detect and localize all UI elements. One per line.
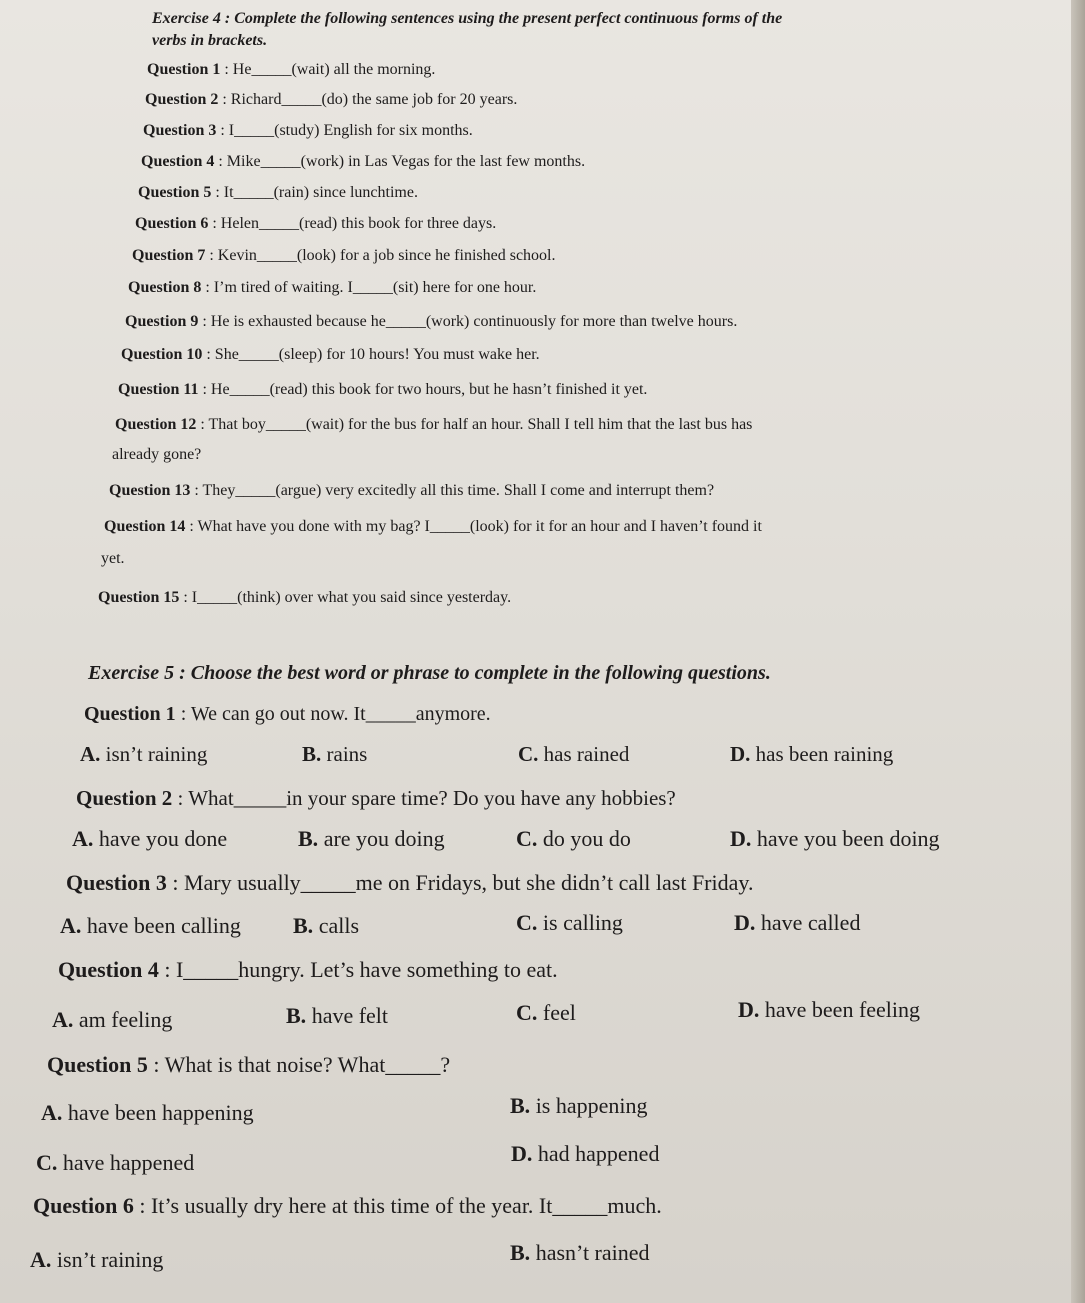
ex5-q1-option-c	[518, 742, 629, 767]
ex5-q1-option-d	[730, 742, 893, 767]
option-text: do you do	[537, 826, 631, 851]
ex4-question-14	[104, 518, 762, 536]
ex4-question-11	[118, 381, 647, 399]
ex5-question-4	[58, 957, 558, 983]
ex5-q5-option-b	[510, 1093, 648, 1119]
ex5-q5-option-a	[41, 1100, 254, 1126]
ex5-q4-option-c	[516, 1000, 576, 1026]
ex4-question-3	[143, 122, 473, 140]
page-edge	[1071, 0, 1085, 1303]
question-label: Question 6	[33, 1193, 134, 1218]
question-text: : Kevin_____(look) for a job since he finished school.	[205, 247, 556, 264]
ex4-question-1	[147, 61, 435, 79]
ex4-question-6	[135, 215, 496, 233]
ex5-q1-option-b	[302, 742, 367, 767]
question-text: : It_____(rain) since lunchtime.	[211, 184, 418, 201]
option-letter: C.	[516, 1000, 538, 1025]
option-letter: D.	[738, 997, 760, 1022]
ex4-question-2	[145, 91, 517, 109]
ex5-q1-option-a	[80, 742, 207, 767]
option-text: is calling	[537, 910, 623, 935]
ex5-q3-option-b	[293, 913, 359, 939]
option-letter: B.	[302, 742, 322, 766]
ex5-q2-option-d	[730, 826, 940, 852]
question-text: : He_____(read) this book for two hours, but he hasn’t finished it yet.	[198, 381, 648, 398]
option-letter: B.	[510, 1240, 531, 1265]
ex5-question-6	[33, 1193, 662, 1219]
ex4-question-12	[115, 416, 752, 434]
option-text: has rained	[538, 742, 630, 766]
question-label: Question 14	[104, 518, 186, 535]
option-text: is happening	[530, 1093, 648, 1118]
question-text: : They_____(argue) very excitedly all this time. Shall I come and interrupt them?	[190, 482, 715, 499]
question-text: : What have you done with my bag? I_____(look) for it for an hour and I haven’t found it	[185, 518, 762, 535]
question-label: Question 9	[125, 313, 199, 330]
option-letter: D.	[730, 826, 752, 851]
option-letter: C.	[36, 1150, 58, 1175]
option-text: isn’t raining	[100, 742, 208, 766]
ex5-q4-option-b	[286, 1003, 388, 1029]
question-label: Question 8	[128, 279, 202, 296]
option-letter: B.	[510, 1093, 531, 1118]
exercise4-title-line1: Exercise 4 : Complete the following sentences using the present perfect continuous forms of the	[152, 10, 783, 27]
option-text: has been raining	[750, 742, 894, 766]
question-label: Question 7	[132, 247, 206, 264]
ex4-question-8	[128, 279, 536, 297]
ex5-q2-option-b	[298, 826, 445, 852]
ex4-question-5	[138, 184, 418, 202]
question-label: Question 2	[76, 786, 173, 810]
question-text: : Mike_____(work) in Las Vegas for the last few months.	[214, 153, 586, 170]
question-text: : I_____(think) over what you said since yesterday.	[179, 589, 512, 606]
option-text: have been feeling	[759, 997, 921, 1022]
ex5-q3-option-a	[60, 913, 241, 939]
ex4-question-7	[132, 247, 556, 265]
question-label: Question 4	[141, 153, 215, 170]
option-letter: D.	[511, 1141, 533, 1166]
ex5-q3-option-c	[516, 910, 623, 936]
question-text: : I_____(study) English for six months.	[216, 122, 473, 139]
question-label: Question 3	[66, 870, 167, 895]
ex5-question-1	[84, 703, 491, 726]
question-label: Question 2	[145, 91, 219, 108]
option-letter: A.	[41, 1100, 63, 1125]
ex5-question-2	[76, 786, 676, 811]
option-letter: C.	[518, 742, 539, 766]
option-text: have been happening	[62, 1100, 254, 1125]
option-text: have happened	[57, 1150, 195, 1175]
option-letter: B.	[293, 913, 314, 938]
option-text: have called	[755, 910, 861, 935]
question-label: Question 6	[135, 215, 209, 232]
option-text: rains	[321, 742, 368, 766]
option-text: hasn’t rained	[530, 1240, 650, 1265]
exercise4-title-line2: verbs in brackets.	[152, 32, 268, 49]
ex5-question-3	[66, 870, 753, 896]
exercise5-title: Exercise 5 : Choose the best word or phrase to complete in the following questions.	[88, 662, 771, 684]
ex4-question-14-continued: yet.	[101, 550, 125, 567]
option-letter: D.	[734, 910, 756, 935]
option-letter: A.	[72, 826, 94, 851]
option-letter: D.	[730, 742, 751, 766]
ex5-q3-option-d	[734, 910, 860, 936]
option-letter: A.	[60, 913, 82, 938]
ex4-question-12-continued: already gone?	[112, 446, 202, 463]
option-text: have felt	[306, 1003, 389, 1028]
ex5-q2-option-c	[516, 826, 631, 852]
ex4-question-15	[98, 589, 511, 607]
option-letter: B.	[298, 826, 319, 851]
question-text: : I’m tired of waiting. I_____(sit) here for one hour.	[201, 279, 537, 296]
question-label: Question 5	[138, 184, 212, 201]
question-label: Question 1	[147, 61, 221, 78]
ex5-q2-option-a	[72, 826, 227, 852]
ex5-q4-option-d	[738, 997, 920, 1023]
option-letter: A.	[80, 742, 101, 766]
ex5-q6-option-a	[30, 1247, 163, 1273]
question-text: : He_____(wait) all the morning.	[220, 61, 436, 78]
option-text: calls	[313, 913, 360, 938]
option-text: had happened	[532, 1141, 660, 1166]
ex5-question-5	[47, 1052, 450, 1078]
option-letter: A.	[30, 1247, 52, 1272]
option-text: feel	[537, 1000, 576, 1025]
question-text: : He is exhausted because he_____(work) continuously for more than twelve hours.	[198, 313, 738, 330]
ex4-question-10	[121, 346, 540, 364]
question-label: Question 1	[84, 703, 176, 725]
question-text: : I_____hungry. Let’s have something to eat.	[158, 957, 558, 982]
option-letter: C.	[516, 826, 538, 851]
option-text: am feeling	[73, 1007, 173, 1032]
question-text: : Mary usually_____me on Fridays, but she didn’t call last Friday.	[166, 870, 754, 895]
option-letter: B.	[286, 1003, 307, 1028]
question-text: : Helen_____(read) this book for three days.	[208, 215, 497, 232]
option-text: are you doing	[318, 826, 445, 851]
question-text: : Richard_____(do) the same job for 20 years.	[218, 91, 518, 108]
option-text: have been calling	[81, 913, 241, 938]
question-text: : What is that noise? What_____?	[147, 1052, 451, 1077]
question-label: Question 12	[115, 416, 197, 433]
option-text: have you done	[93, 826, 228, 851]
question-label: Question 13	[109, 482, 191, 499]
ex5-q6-option-b	[510, 1240, 650, 1266]
option-letter: C.	[516, 910, 538, 935]
ex5-q4-option-a	[52, 1007, 172, 1033]
question-label: Question 10	[121, 346, 203, 363]
question-label: Question 5	[47, 1052, 148, 1077]
question-text: : It’s usually dry here at this time of the year. It_____much.	[133, 1193, 662, 1218]
ex5-q5-option-c	[36, 1150, 194, 1176]
question-text: : We can go out now. It_____anymore.	[175, 703, 491, 725]
ex4-question-4	[141, 153, 585, 171]
option-text: have you been doing	[751, 826, 940, 851]
question-text: : What_____in your spare time? Do you have any hobbies?	[172, 786, 676, 810]
option-letter: A.	[52, 1007, 74, 1032]
ex5-q5-option-d	[511, 1141, 659, 1167]
question-label: Question 3	[143, 122, 217, 139]
question-label: Question 11	[118, 381, 199, 398]
question-label: Question 15	[98, 589, 180, 606]
option-text: isn’t raining	[51, 1247, 164, 1272]
question-text: : That boy_____(wait) for the bus for half an hour. Shall I tell him that the last bus has	[196, 416, 753, 433]
ex4-question-9	[125, 313, 737, 331]
ex4-question-13	[109, 482, 714, 500]
question-text: : She_____(sleep) for 10 hours! You must wake her.	[202, 346, 540, 363]
question-label: Question 4	[58, 957, 159, 982]
